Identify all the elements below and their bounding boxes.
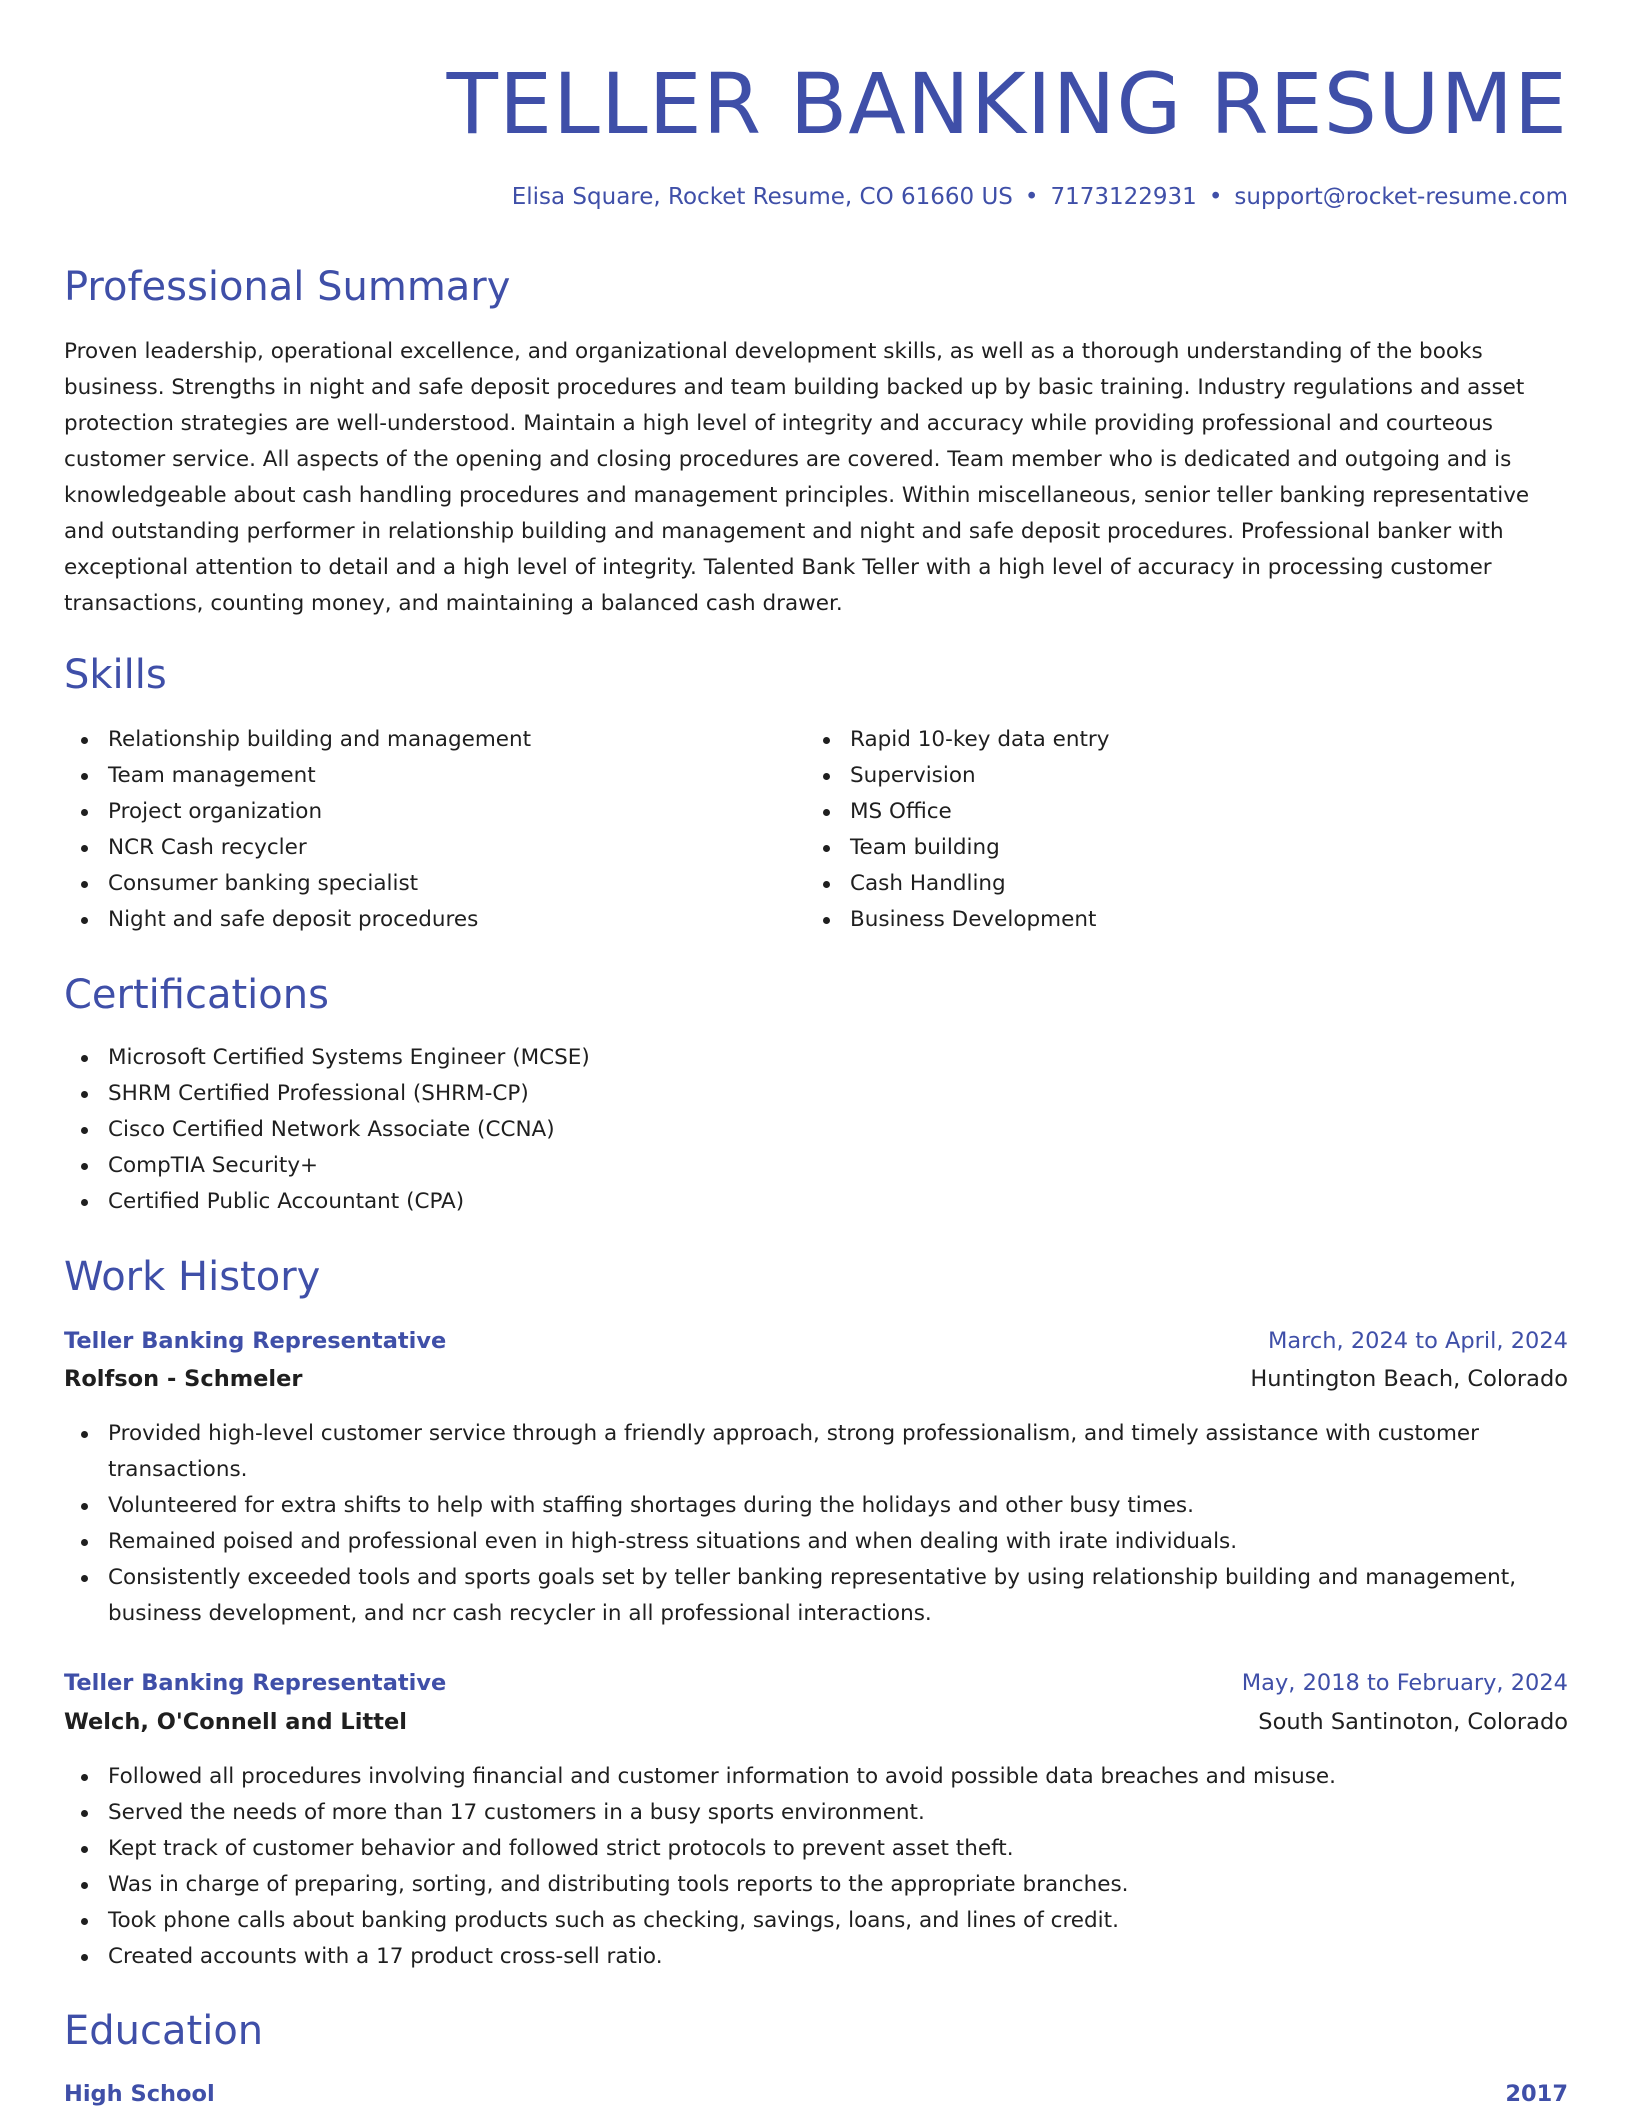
job-bullet: Consistently exceeded tools and sports goals set by teller banking representative by using relationship building and management, business development, and ncr cash recycler in all professional interactions. <box>64 1560 1568 1632</box>
job-bullet: Created accounts with a 17 product cross-sell ratio. <box>64 1939 1568 1975</box>
skill-item: Project organization <box>64 794 784 830</box>
job-company: Rolfson - Schmeler <box>64 1366 303 1392</box>
job-bullet: Served the needs of more than 17 customers in a busy sports environment. <box>64 1795 1568 1831</box>
certification-item: SHRM Certified Professional (SHRM-CP) <box>64 1076 1264 1112</box>
skills-list-left <box>64 722 784 938</box>
resume-title: TELLER BANKING RESUME <box>446 55 1568 153</box>
skill-item: Supervision <box>806 758 1526 794</box>
skill-item: NCR Cash recycler <box>64 830 784 866</box>
job-dates: March, 2024 to April, 2024 <box>1267 1328 1568 1354</box>
skills-heading: Skills <box>64 652 167 698</box>
skill-item: Relationship building and management <box>64 722 784 758</box>
job-bullet: Took phone calls about banking products such as checking, savings, loans, and lines of credit. <box>64 1903 1568 1939</box>
skill-item: MS Office <box>806 794 1526 830</box>
skill-item: Business Development <box>806 902 1526 938</box>
job-bullet: Remained poised and professional even in high-stress situations and when dealing with irate individuals. <box>64 1524 1568 1560</box>
job-company: Welch, O'Connell and Littel <box>64 1709 407 1735</box>
certification-item: Cisco Certified Network Associate (CCNA) <box>64 1112 1264 1148</box>
education-year: 2017 <box>1505 2081 1568 2107</box>
summary-heading: Professional Summary <box>64 264 511 310</box>
contact-line <box>512 180 1568 214</box>
summary-text: Proven leadership, operational excellence, and organizational development skills, as well as a thorough understanding of the books business. Strengths in night and safe deposit procedures and team building backed up by basic training. Industry regulations and asset protection strategies are well-understood. Maintain a high level of integrity and accuracy while providing professional and courteous customer service. All aspects of the opening and closing procedures are covered. Team member who is dedicated and outgoing and is knowledgeable about cash handling procedures and management principles. Within miscellaneous, senior teller banking representative and outstanding performer in relationship building and management and night and safe deposit procedures. Professional banker with exceptional attention to detail and a high level of integrity. Talented Bank Teller with a high level of accuracy in processing customer transactions, counting money, and maintaining a balanced cash drawer. <box>64 339 1530 616</box>
education-heading: Education <box>64 2008 264 2054</box>
job-bullet: Followed all procedures involving financial and customer information to avoid possible data breaches and misuse. <box>64 1759 1568 1795</box>
skill-item: Consumer banking specialist <box>64 866 784 902</box>
certifications-heading: Certifications <box>64 972 329 1018</box>
contact-email: support@rocket-resume.com <box>1234 184 1568 210</box>
skills-list-right <box>806 722 1526 938</box>
certification-item: CompTIA Security+ <box>64 1148 1264 1184</box>
contact-separator: • <box>1024 184 1039 210</box>
job-bullets <box>64 1759 1568 1975</box>
certification-item: Microsoft Certified Systems Engineer (MCSE) <box>64 1040 1264 1076</box>
skill-item: Team management <box>64 758 784 794</box>
contact-phone: 7173122931 <box>1050 184 1197 210</box>
skill-item: Night and safe deposit procedures <box>64 902 784 938</box>
job-title: Teller Banking Representative <box>64 1328 447 1354</box>
skill-item: Team building <box>806 830 1526 866</box>
job-title: Teller Banking Representative <box>64 1670 447 1696</box>
job-bullet: Volunteered for extra shifts to help with staffing shortages during the holidays and other busy times. <box>64 1488 1568 1524</box>
certification-item: Certified Public Accountant (CPA) <box>64 1184 1264 1220</box>
education-degree: High School <box>64 2081 215 2107</box>
skill-item: Rapid 10-key data entry <box>806 722 1526 758</box>
contact-separator: • <box>1208 184 1223 210</box>
job-bullets <box>64 1416 1568 1632</box>
job-bullet: Was in charge of preparing, sorting, and distributing tools reports to the appropriate branches. <box>64 1867 1568 1903</box>
certifications-list <box>64 1040 1264 1220</box>
skill-item: Cash Handling <box>806 866 1526 902</box>
work-history-heading: Work History <box>64 1254 321 1300</box>
job-location: Huntington Beach, Colorado <box>1250 1366 1568 1392</box>
job-bullet: Provided high-level customer service through a friendly approach, strong professionalism, and timely assistance with customer transactions. <box>64 1416 1568 1488</box>
job-location: South Santinoton, Colorado <box>1258 1709 1568 1735</box>
job-bullet: Kept track of customer behavior and followed strict protocols to prevent asset theft. <box>64 1831 1568 1867</box>
job-dates: May, 2018 to February, 2024 <box>1241 1670 1568 1696</box>
contact-address: Elisa Square, Rocket Resume, CO 61660 US <box>511 184 1013 210</box>
